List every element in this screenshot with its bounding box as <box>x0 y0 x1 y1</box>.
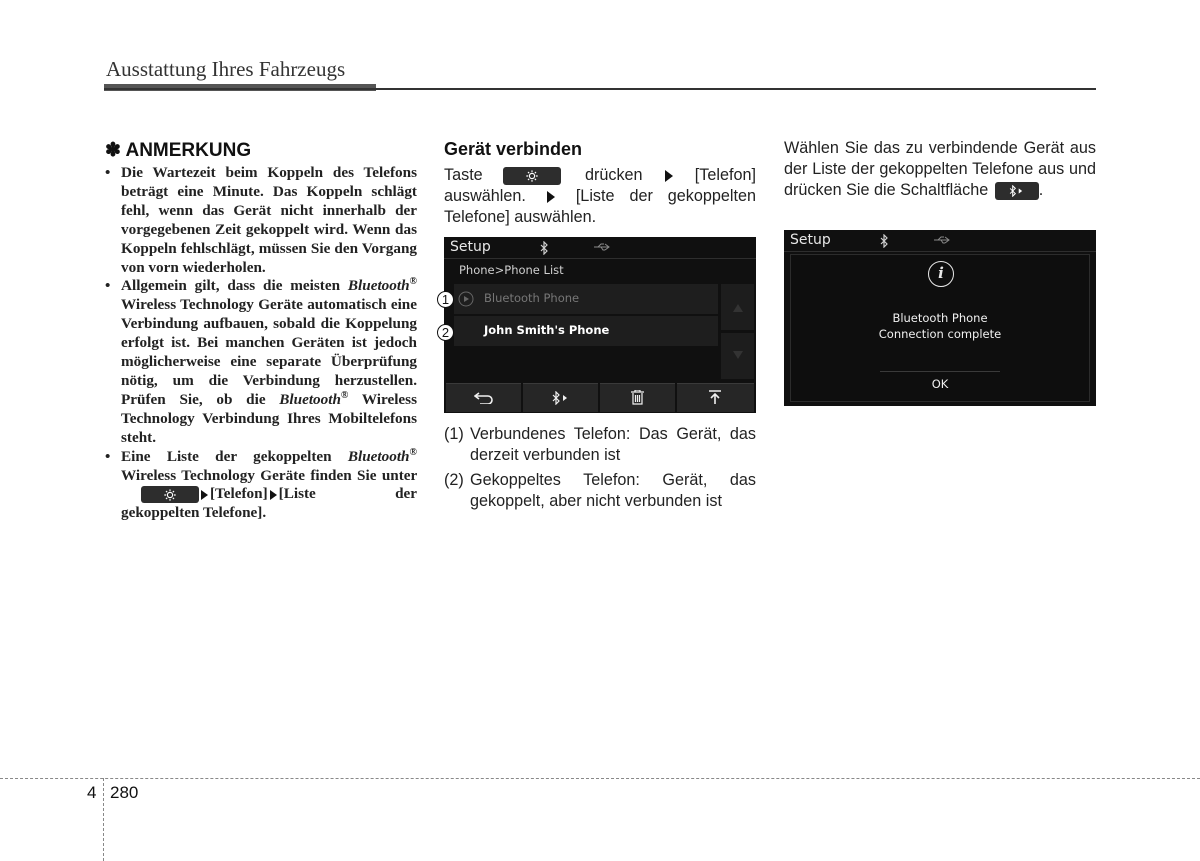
info-icon: i <box>928 261 954 287</box>
gear-icon <box>163 488 177 502</box>
note-item-1: • Die Wartezeit beim Koppeln des Telefons beträgt eine Minute. Das Koppeln schlägt fehl, wenn das Gerät nicht innerhalb der vorgegebenen Zeit gekoppelt wird. Wenn das Koppeln fehlschlägt, müssen Sie den Vorgang von vorn wiederholen. <box>103 164 417 277</box>
legend-list <box>444 424 756 516</box>
usb-icon <box>933 235 951 245</box>
ok-button[interactable]: OK <box>931 377 949 391</box>
bluetooth-connect-icon <box>552 391 570 405</box>
legend-item-2: (2) Gekoppeltes Telefon: Gerät, das gekoppelt, aber nicht verbunden ist <box>444 471 756 510</box>
list-item-label: John Smith's Phone <box>484 323 610 337</box>
arrow-right-icon <box>270 490 277 500</box>
arrow-right-icon <box>547 191 555 203</box>
move-top-icon <box>709 390 721 405</box>
dialog-line-2: Connection complete <box>878 327 1002 341</box>
trash-icon <box>631 390 644 405</box>
callout-1: 1 <box>437 291 454 308</box>
note-item-3: • Eine Liste der gekoppelten Bluetooth® Wireless Technology Geräte finden Sie unter [Telefon] [Liste der gekoppelten Telefone]. <box>103 448 417 524</box>
bluetooth-connect-icon <box>1008 185 1026 197</box>
screen-title: Setup <box>450 239 491 255</box>
brand-bluetooth: Bluetooth <box>347 447 410 465</box>
setup-button-image <box>503 167 561 185</box>
scroll-down-button[interactable] <box>721 333 754 379</box>
list-item-label: Bluetooth Phone <box>484 291 580 305</box>
phone-list-screen <box>444 237 756 413</box>
chevron-up-icon <box>733 304 743 312</box>
list-item-connected[interactable] <box>454 284 718 314</box>
title-divider <box>784 251 1096 252</box>
delete-button[interactable] <box>600 383 675 412</box>
header-rule <box>104 88 1096 90</box>
dialog-line-1: Bluetooth Phone <box>892 311 988 325</box>
arrow-right-icon <box>665 170 673 182</box>
chevron-down-icon <box>733 351 743 359</box>
setup-button-image <box>141 486 199 503</box>
instruction-paragraph: Taste drücken [Telefon] auswählen. [Liste der gekoppelten Telefone] auswählen. <box>444 166 757 226</box>
callout-2: 2 <box>437 324 454 341</box>
footer-divider <box>103 778 104 861</box>
popup-dialog <box>790 254 1090 402</box>
note-list <box>103 164 417 523</box>
bluetooth-connect-button-image <box>995 182 1039 200</box>
chapter-number: 4 <box>87 783 97 802</box>
gear-icon <box>525 169 539 183</box>
play-icon <box>458 291 474 307</box>
bluetooth-icon <box>880 234 889 248</box>
breadcrumb: Phone>Phone List <box>459 263 564 277</box>
legend-item-1: (1) Verbundenes Telefon: Das Gerät, das derzeit verbunden ist <box>444 425 756 464</box>
back-arrow-icon <box>474 392 494 404</box>
brand-bluetooth: Bluetooth <box>279 390 341 408</box>
note-item-2: • Allgemein gilt, dass die meisten Bluetooth® Wireless Technology Geräte automatisch eine Verbindung aufbauen, sobald die Koppelung erfolgt ist. Bei manchen Geräten ist jedoch möglicherweise eine separate Überprüfung nötig, um die Verbindung herzustellen. Prüfen Sie, ob die Bluetooth® Wireless Technology Verbindung Ihres Mobiltelefons steht. <box>103 277 417 447</box>
brand-bluetooth: Bluetooth <box>347 277 410 295</box>
dialog-divider <box>880 371 1000 372</box>
page-number: 280 <box>110 783 139 802</box>
note-heading: ✽ ANMERKUNG <box>105 140 252 161</box>
back-button[interactable] <box>446 383 521 412</box>
connection-complete-screen <box>784 230 1096 406</box>
screen-title: Setup <box>790 232 831 248</box>
title-divider <box>444 258 756 259</box>
running-header: Ausstattung Ihres Fahrzeugs <box>106 57 346 81</box>
bluetooth-icon <box>540 241 549 255</box>
usb-icon <box>593 242 611 252</box>
bluetooth-connect-button[interactable] <box>523 383 598 412</box>
move-to-top-button[interactable] <box>677 383 754 412</box>
arrow-right-icon <box>201 490 208 500</box>
footer-rule <box>0 778 1200 779</box>
list-item-paired[interactable] <box>454 316 718 346</box>
scroll-up-button[interactable] <box>721 284 754 330</box>
section-heading: Gerät verbinden <box>444 139 583 159</box>
connect-instruction-paragraph: Wählen Sie das zu verbindende Gerät aus der Liste der gekoppelten Telefone aus und drücken Sie die Schaltfläche . <box>784 139 1096 199</box>
